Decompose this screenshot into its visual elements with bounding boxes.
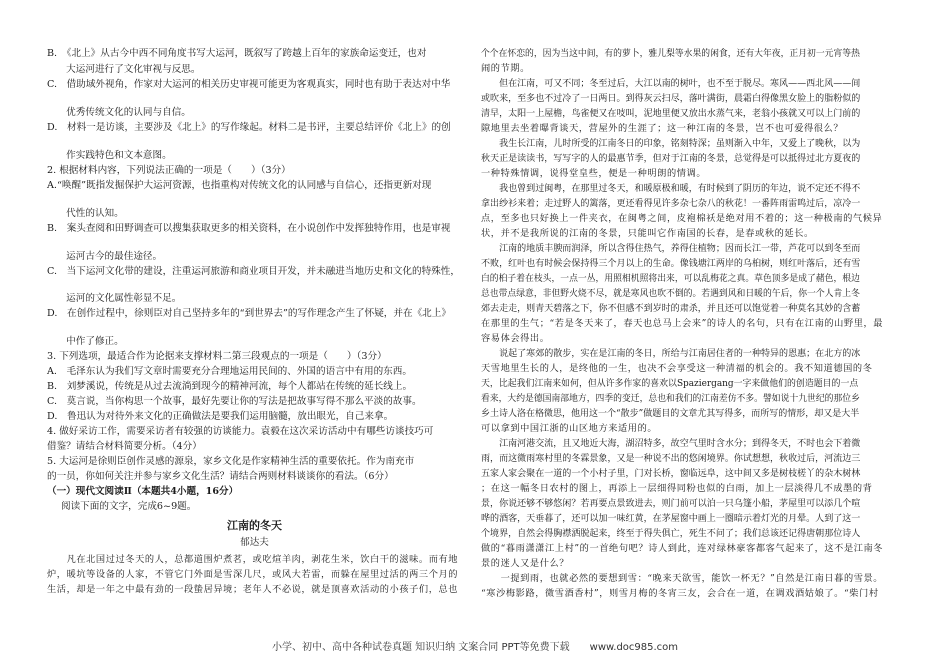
question-stem: 的一员，你如何关注并参与家乡文化生活？请结合两则材料谈谈你的看法。（6分）	[47, 471, 394, 482]
article-line: 拿出纱衫来着；走过野人的篱落，更还看得见许多杂七杂八的秋花！一番阵雨雷鸣过后，凉冷一	[481, 199, 861, 209]
option-line: 作实践特色和文本意图。	[47, 150, 172, 161]
option-line: 运河的文化属性彰显不足。	[47, 293, 182, 304]
article-line: 个个在怀恋的，因为当这中间，有的萝卜，雅儿梨等水果的闲食，还有大年夜，正月初一元宵等热	[481, 49, 860, 59]
article-line: 白的桕子着在枝头，一点一丛，用照相机照将出来，可以乱梅花之真。草色顶多是成了赭色，根边	[481, 274, 860, 284]
article-line: 江南河港交流，且又地近大海，湖沼特多，故空气里时含水分；到得冬天，不时也会下着微	[481, 439, 861, 449]
section-heading: （一）现代文阅读Ⅱ（本题共4小题，16分）	[47, 486, 239, 497]
article-line: 五家人家会聚在一道的一个小村子里，门对长桥，窗临远阜，这中间又多是树枝槎丫的杂木树林	[481, 469, 861, 479]
article-line: 乡土诗人洛在格微思，他用这一个“散步”做题目的文章尤其写得多，而所写的情形，却又是大半	[481, 409, 860, 419]
option-line: B. 案头查阅和田野调查可以搜集获取更多的相关资料，在小说创作中发挥独特作用，也是审视	[47, 223, 451, 234]
article-line: 状，并不是我所说的江南的冬景，只能叫它作南国的长春，是春或秋的延长。	[481, 228, 814, 239]
article-line: 凡在北国过过冬天的人，总都道围炉煮茗，或吃煊羊肉，剥花生米，饮白干的滋味。而有地	[47, 554, 459, 565]
article-line: 郊去走走，则青天碧落之下，你不但感不到岁时的肃杀，并且还可以饱觉着一种莫名其妙的含蓄	[481, 304, 861, 314]
article-line: 在那里的生气；“若是冬天来了，春天也总马上会来”的诗人的名句，只有在江南的山野里，最	[481, 318, 884, 329]
option-line: 大运河进行了文化审视与反思。	[47, 64, 201, 75]
article-line: 说起了寒郊的散步，实在是江南的冬日，所给与江南居住者的一种特异的恩惠；在北方的冰	[481, 349, 861, 359]
article-line: 炉，暖坑等设备的人家，不管它门外面是雪深几尺，或风大若雷，而躲在屋里过活的两三个月的	[47, 569, 459, 580]
article-line: 天，比起我们江南来如何，但从许多作家的喜欢以Spaziergang一字来做他们的创造题目的一点	[481, 379, 859, 389]
article-line: 总也带点绿意，非但野火烧不尽，就是寒风也吹不倒的。若遇到风和日暖的午后，你一个人肯上冬	[481, 289, 860, 299]
article-line: 我也曾到过闽粤，在那里过冬天，和暖原极和暖，有时候到了阴历的年边，说不定还不得不	[481, 184, 861, 194]
article-line: 个境界，自然会得胸襟洒脱起来，终至于得失俱亡，死生不问了；我们总该还记得唐朝那位诗人	[481, 529, 861, 539]
article-line: 江南的地质丰腴而润泽，所以含得住热气，养得住植物；因而长江一带，芦花可以到冬至而	[481, 244, 861, 254]
article-line: 但在江南，可又不同；冬至过后，大江以南的树叶，也不至于脱尽。寒风——西北风——间	[481, 79, 861, 89]
article-author: 郁达夫	[240, 537, 269, 548]
article-line: 隙地里去坐着曝背谈天，营屋外的生涯了；这一种江南的冬景，岂不也可爱得很么？	[481, 123, 844, 134]
article-line: 景的迷人又是什么？	[481, 558, 570, 569]
option-line: B. 刘梦溪说，传统是从过去流淌到现今的精神河流，每个人都站在传统的延长线上。	[47, 381, 413, 392]
option-line: 代性的认知。	[47, 208, 124, 219]
page-footer: 小学、初中、高中各种试卷真题 知识归纳 文案合同 PPT等免费下载 www.doc985.com	[271, 642, 679, 653]
article-line: 一种特殊情调，说得堂皇些，便是一种明朗的情调。	[481, 168, 707, 179]
article-line: 看来，大约是德国南部地方，四季的变迁，总也和我们的江南差仿不多。譬如说十九世纪的那位乡	[481, 394, 860, 404]
option-line: 中作了修正。	[47, 336, 124, 347]
option-line: C. 当下运河文化带的建设，注重运河旅游和商业项目开发，并未融进当地历史和文化的特殊性，	[47, 266, 460, 277]
article-line: 生活，却是一年之中最有劲的一段蛰居异境；老年人不必说，就是顶喜欢活动的小孩子们，总也	[47, 584, 459, 595]
option-line: A.“唤醒”既指发掘保护大运河资源，也指重构对传统文化的认同感与自信心，还指更新对现	[47, 180, 432, 191]
article-line: 闹的节期。	[481, 63, 530, 74]
question-stem: 5. 大运河是徐则臣创作灵感的源泉，家乡文化是作家精神生活的重要依托。作为南充市	[47, 456, 415, 467]
article-line: 一提到雨，也就必然的要想到雪：“晚来天欲雪，能饮一杯无？”自然是江南日暮的雪景。	[481, 573, 884, 584]
article-line: 容易体会得出。	[481, 333, 550, 344]
article-line: 天雪地里生长的人，是终他的一生，也决不会享受这一种清福的机会的。我不知道德国的冬	[481, 363, 873, 374]
article-line: ；在这一幅冬日农村的图上，再添上一层细得同粉也似的白雨，加上一层淡得几不成墨的背	[481, 483, 873, 494]
article-line: 秋天正是读读书，写写字的人的最惠节季，但对于江南的冬景，总觉得是可以抵得过北方夏夜的	[481, 154, 861, 164]
article-line: 哗的酒客，天垂暮了，还可以加一味红黄，在茅屋窗中画上一圈暗示着灯光的月晕。人到了这一	[481, 514, 861, 524]
article-line: 不败，红叶也有时候会保持得三个月以上的生命。像钱塘江两岸的乌桕树，则红叶落后，还有雪	[481, 259, 861, 269]
article-title: 江南的冬天	[227, 519, 282, 532]
option-line: D. 鲁迅认为对待外来文化的正确做法是要我们运用脑髓，放出眼光，自己来拿。	[47, 411, 394, 422]
option-line: C. 借助域外视角，作家对大运河的相关历史审视可能更为客观真实，同时也有助于表达对中华	[47, 79, 451, 90]
article-line: 可以拿到中国江浙的山区地方来适用的。	[481, 423, 658, 434]
option-line: 运河古今的最佳途径。	[47, 251, 163, 262]
article-line: 清早，太阳一上屋檐，鸟雀便又在吱叫，泥地里便又放出水蒸气来，老翁小孩就又可以上门前的	[481, 109, 861, 119]
article-line: 点，至多也只好换上一件夹衣，在闽粤之间，皮袍棉袄是绝对用不着的；这一种极南的气候异	[481, 213, 883, 224]
question-stem: 借鉴？请结合材料简要分析。（4分）	[47, 441, 202, 452]
option-line: A. 毛泽东认为我们写文章时需要充分合理地运用民间的、外国的语言中有用的东西。	[47, 366, 412, 377]
question-stem: 3. 下列选项，最适合作为论据来支撑材料二第三段观点的一项是（ ）（3分）	[47, 351, 387, 362]
question-stem: 4. 做好采访工作，需要采访者有较强的访谈能力。袁毅在这次采访活动中有哪些访谈技巧可	[47, 426, 434, 437]
article-line: 雨，而这微雨寒村里的冬霖景象，又是一种说不出的悠闲境界。你试想想，秋收过后，河流边三	[481, 454, 861, 464]
article-line: 做的“暮雨潇潇江上村”的一首绝句吧？诗人到此，连对绿林豪客都客气起来了，这不是江南冬	[481, 543, 884, 554]
article-line: 景，你说还够不够悠闲？若再要点景致进去，则门前可以泊一只乌篷小船，茅屋里可以添几个喧	[481, 499, 861, 509]
option-line: B. 《北上》从古今中西不同角度书写大运河，既叙写了跨越上百年的家族命运变迁，也对	[47, 48, 427, 59]
article-line: 或吹来，至多也不过冷了一日两日。到得灰云扫尽，落叶满街，晨霜白得像黑女脸上的脂粉似的	[481, 94, 861, 104]
option-line: 优秀传统文化的认同与自信。	[47, 107, 191, 118]
option-line: D. 材料一是访谈，主要涉及《北上》的写作缘起。材料二是书评，主要总结评价《北上》的创	[47, 122, 451, 133]
article-line: 我生长江南，儿时所受的江南冬日的印象，铭刻特深；虽则渐入中年，又爱上了晚秋，以为	[481, 139, 861, 149]
instruction: 阅读下面的文字，完成6~9题。	[61, 501, 197, 512]
question-stem: 2. 根据材料内容，下列说法正确的一项是（ ）（3分）	[47, 165, 291, 176]
option-line: C. 莫言说，当你构思一个故事，最好先要让你的写法是把故事写得不那么平淡的故事。	[47, 396, 422, 407]
option-line: D. 在创作过程中，徐则臣对自己坚持多年的“到世界去”的写作理念产生了怀疑，并在《北上》	[47, 308, 451, 319]
article-line: “寒沙梅影路，微雪酒香村”，则雪月梅的冬宵三友，会合在一道，在调戏酒姑娘了。“柴门村	[481, 588, 879, 599]
